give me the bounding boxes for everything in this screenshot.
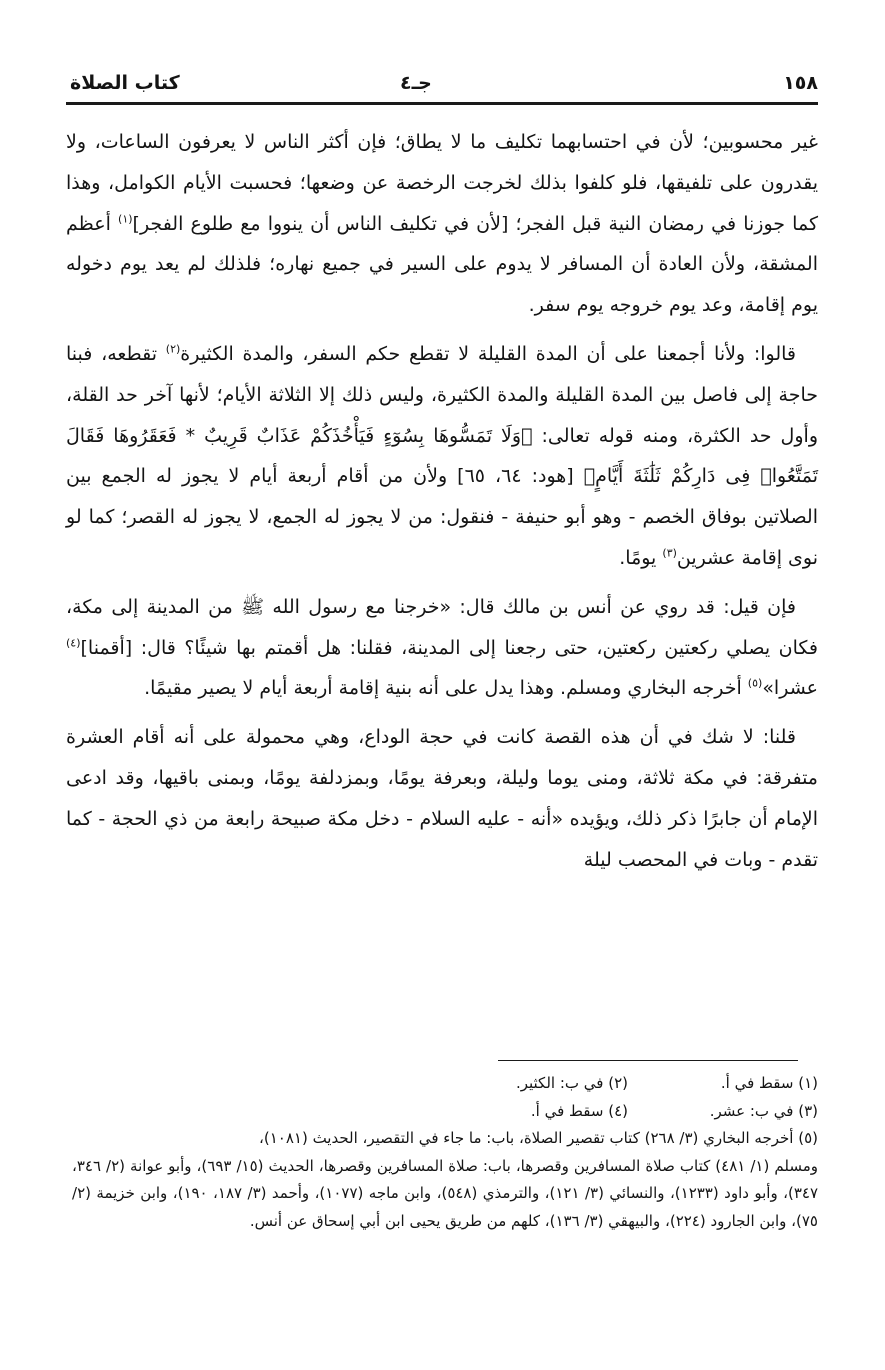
footnote-4: (٤) سقط في أ. [530,1101,628,1120]
main-text [66,122,818,888]
book-title: كتاب الصلاة [70,72,180,94]
paragraph-3: فإن قيل: قد روي عن أنس بن مالك قال: «خرجنا مع رسول الله ﷺ من المدينة إلى مكة، فكان يصلي ركعتين ركعتين، حتى رجعنا إلى المدينة، فقلنا: هل أقمتم بها شيئًا؟ قال: [أقمنا]$^{(٤)}$ عشرا»$^{(٥)}$ أخرجه البخاري ومسلم. وهذا يدل على أنه بنية إقامة أربعة أيام لا يصير مقيمًا. [66,595,818,700]
footnote-5-continuation: ومسلم (١/ ٤٨١) كتاب صلاة المسافرين وقصرها، باب: صلاة المسافرين وقصرها، الحديث (١٥/ ٦٩٣)، وأبو عوانة (٢/ ٣٤٦، ٣٤٧)، وأبو داود (١٢٣٣)، والنسائي (٣/ ١٢١)، والترمذي (٥٤٨)، وابن ماجه (١٠٧٧)، وأحمد (٣/ ١٨٧، ١٩٠)، وابن خزيمة (٢/ ٧٥)، وابن الجارود (٢٢٤)، والبيهقي (٣/ ١٣٦)، كلهم من طريق يحيى ابن أبي إسحاق عن أنس. [72,1156,819,1230]
footnote-2: (٢) في ب: الكثير. [515,1074,628,1092]
header-rule [66,102,818,105]
footnote-marker-4: (٤) [66,636,81,650]
footnote-1: (١) سقط في أ. [720,1074,818,1092]
volume-label: جـ٤ [400,72,432,94]
footnote-5 [72,1125,818,1235]
footnote-row [72,1070,818,1098]
footnote-5-first-line: (٥) أخرجه البخاري (٣/ ٢٦٨) كتاب تقصير الصلاة، باب: ما جاء في التقصير، الحديث (١٠٨١)، [259,1129,818,1147]
footnote-marker-1: (١) [118,212,133,226]
footnote-rule [498,1060,798,1061]
running-header [70,66,818,100]
footnote-3: (٣) في ب: عشر. [709,1101,818,1120]
footnote-row [72,1098,818,1126]
footnotes [72,1070,818,1235]
paragraph-4: قلنا: لا شك في أن هذه القصة كانت في حجة الوداع، وهي محمولة على أنه أقام العشرة متفرقة: في مكة ثلاثة، ومنى يوما وليلة، وبعرفة يومًا، وبمزدلفة يومًا، وبمنى باقيها، وقد ادعى الإمام أن جابرًا ذكر ذلك، ويؤيده «أنه - عليه السلام - دخل مكة صبيحة رابعة من ذي الحجة - كما تقدم - وبات في المحصب ليلة [66,726,818,871]
paragraph-2: قالوا: ولأنا أجمعنا على أن المدة القليلة لا تقطع حكم السفر، والمدة الكثيرة$^{(٢)}$ تقطعه، فبنا حاجة إلى فاصل بين المدة القليلة والمدة الكثيرة، وليس ذلك إلا الثلاثة الأيام؛ لأنها آخر حد القلة، وأول حد الكثرة، ومنه قوله تعالى: ﴿وَلَا تَمَسُّوهَا بِسُوٓءٍ فَيَأْخُذَكُمْ عَذَابٌ قَرِيبٌ * فَعَقَرُوهَا فَقَالَ تَمَتَّعُوا۟ فِى دَارِكُمْ ثَلَٰثَةَ أَيَّامٍ﴾ [هود: ٦٤، ٦٥] ولأن من أقام أربعة أيام لا يجوز له الجمع بين الصلاتين بوفاق الخصم - وهو أبو حنيفة - فنقول: من لا يجوز له الجمع، لا يجوز له القصر؛ كما لو نوى إقامة عشرين$^{(٣)}$ يومًا. [66,342,819,569]
page-number: ١٥٨ [783,72,818,94]
footnote-marker-3: (٣) [662,546,677,560]
footnote-marker-2: (٢) [165,342,181,356]
footnote-marker-5: (٥) [747,677,763,691]
paragraph-1: غير محسوبين؛ لأن في احتسابهما تكليف ما لا يطاق؛ فإن أكثر الناس لا يعرفون الساعات، ولا يقدرون على تلفيقها، فلو كلفوا بذلك لخرجت الرخصة عن وضعها؛ فحسبت الأيام الكوامل، وهذا كما جوزنا في رمضان النية قبل الفجر؛ [لأن في تكليف الناس أن ينووا مع طلوع الفجر]$^{(١)}$ أعظم المشقة، ولأن العادة أن المسافر لا يدوم على السير في جميع نهاره؛ فلذلك لم يعد يوم دخوله يوم إقامة، وعد يوم خروجه يوم سفر. [66,131,819,317]
